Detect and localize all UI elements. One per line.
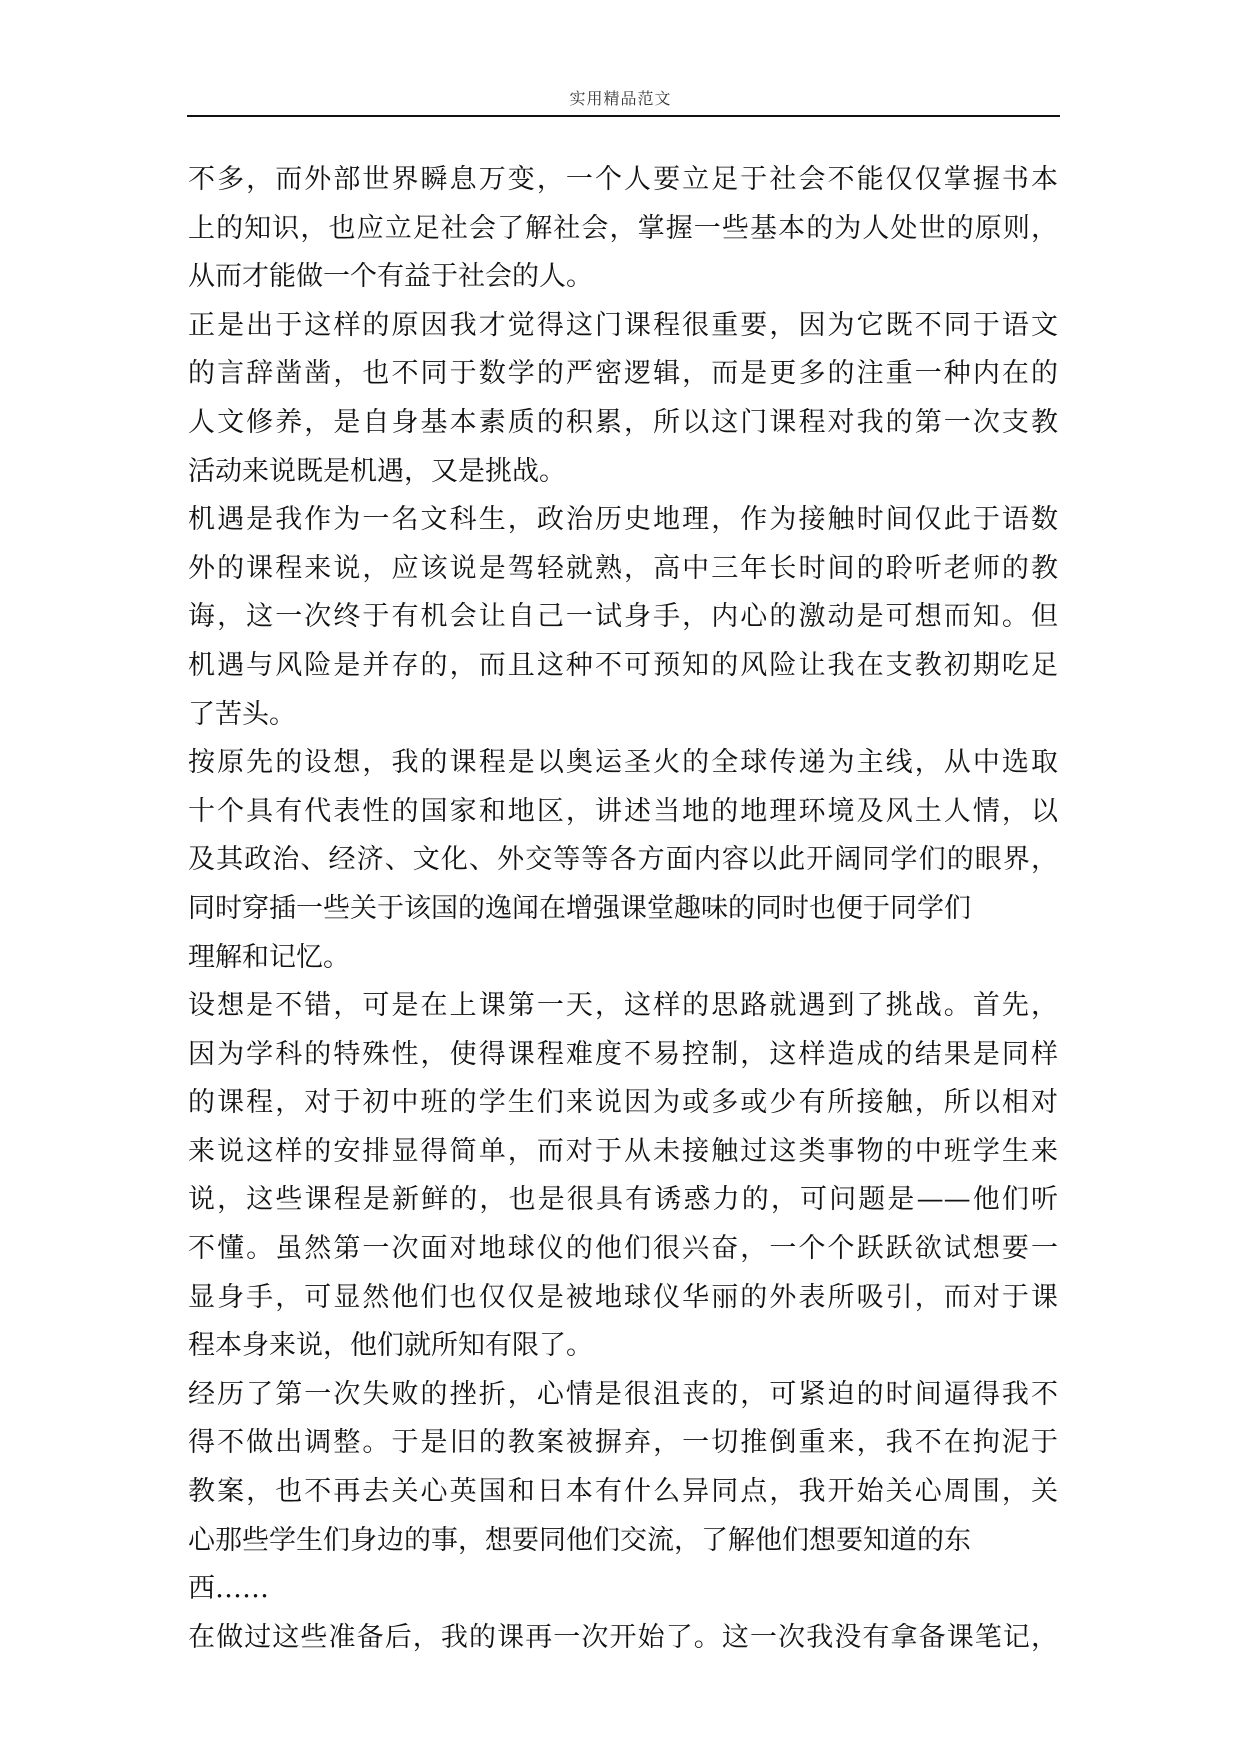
text-line: 不多，而外部世界瞬息万变，一个人要立足于社会不能仅仅掌握书本: [188, 164, 1058, 195]
text-line: 诲，这一次终于有机会让自己一试身手，内心的激动是可想而知。但: [188, 601, 1058, 633]
text-line: 心那些学生们身边的事，想要同他们交流，了解他们想要知道的东: [188, 1524, 971, 1556]
text-line: 显身手，可显然他们也仅仅是被地球仪华丽的外表所吸引，而对于课: [188, 1281, 1058, 1313]
text-line: 程本身来说，他们就所知有限了。: [188, 1330, 593, 1362]
text-line: 说，这些课程是新鲜的，也是很具有诱惑力的，可问题是——他们听: [188, 1184, 1058, 1216]
text-line: 了苦头。: [188, 698, 296, 730]
document-body: [188, 156, 1058, 1662]
text-line: 理解和记忆。: [188, 941, 350, 973]
page-header: 实用精品范文: [569, 89, 672, 108]
text-line: 因为学科的特殊性，使得课程难度不易控制，这样造成的结果是同样: [188, 1038, 1058, 1070]
header-divider: [187, 115, 1060, 117]
text-line: 的言辞凿凿，也不同于数学的严密逻辑，而是更多的注重一种内在的: [188, 358, 1058, 390]
text-line: 按原先的设想，我的课程是以奥运圣火的全球传递为主线，从中选取: [188, 747, 1058, 779]
text-line: 设想是不错，可是在上课第一天，这样的思路就遇到了挑战。首先，: [188, 990, 1058, 1022]
text-line: 上的知识，也应立足社会了解社会，掌握一些基本的为人处世的原则，: [188, 212, 1058, 244]
text-line: 外的课程来说，应该说是驾轻就熟，高中三年长时间的聆听老师的教: [188, 552, 1058, 584]
text-line: 不懂。虽然第一次面对地球仪的他们很兴奋，一个个跃跃欲试想要一: [188, 1233, 1058, 1265]
text-line: 十个具有代表性的国家和地区，讲述当地的地理环境及风土人情，以: [188, 795, 1058, 827]
text-line: 在做过这些准备后，我的课再一次开始了。这一次我没有拿备课笔记，: [188, 1621, 1058, 1653]
text-line: 正是出于这样的原因我才觉得这门课程很重要，因为它既不同于语文: [188, 309, 1058, 341]
text-line: 从而才能做一个有益于社会的人。: [188, 261, 593, 293]
text-line: 的课程，对于初中班的学生们来说因为或多或少有所接触，所以相对: [188, 1087, 1058, 1119]
text-line: 人文修养，是自身基本素质的积累，所以这门课程对我的第一次支教: [188, 406, 1058, 438]
text-line: 及其政治、经济、文化、外交等等各方面内容以此开阔同学们的眼界，: [188, 844, 1058, 876]
text-line: 同时穿插一些关于该国的逸闻在增强课堂趣味的同时也便于同学们: [188, 892, 971, 924]
text-line: 机遇与风险是并存的，而且这种不可预知的风险让我在支教初期吃足: [188, 649, 1058, 681]
text-line: 活动来说既是机遇，又是挑战。: [188, 455, 566, 487]
text-line: 西……: [188, 1573, 269, 1605]
text-line: 教案，也不再去关心英国和日本有什么异同点，我开始关心周围，关: [188, 1476, 1058, 1508]
text-line: 经历了第一次失败的挫折，心情是很沮丧的，可紧迫的时间逼得我不: [188, 1378, 1058, 1410]
text-line: 得不做出调整。于是旧的教案被摒弃，一切推倒重来，我不在拘泥于: [188, 1427, 1058, 1459]
text-line: 来说这样的安排显得简单，而对于从未接触过这类事物的中班学生来: [188, 1135, 1058, 1167]
text-line: 机遇是我作为一名文科生，政治历史地理，作为接触时间仅此于语数: [188, 504, 1058, 536]
